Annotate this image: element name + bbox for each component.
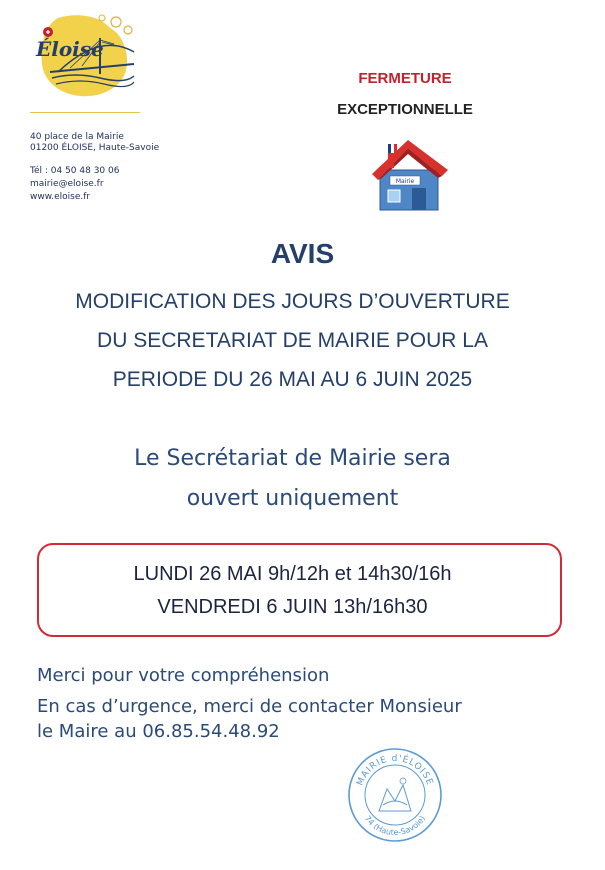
- hours-monday: LUNDI 26 MAI 9h/12h et 14h30/16h: [133, 563, 452, 585]
- seal-text-top: MAIRIE d'ÉLOISE: [355, 753, 435, 788]
- logo-word: Éloise: [36, 37, 104, 61]
- address-line-1: 40 place de la Mairie: [30, 132, 124, 142]
- logo-divider: [30, 112, 140, 113]
- svg-text:74 (Haute-Savoie): [363, 814, 427, 837]
- subtitle-line-2: DU SECRETARIAT DE MAIRIE POUR LA: [97, 329, 488, 352]
- hours-friday: VENDREDI 6 JUIN 13h/16h30: [157, 596, 428, 618]
- phone: Tél : 04 50 48 30 06: [30, 166, 120, 176]
- address-line-2: 01200 ÉLOISE, Haute-Savoie: [30, 143, 160, 153]
- closure-label-2: EXCEPTIONNELLE: [337, 101, 473, 118]
- website: www.eloise.fr: [30, 192, 91, 202]
- lead-line-1: Le Secrétariat de Mairie sera: [134, 446, 451, 471]
- town-seal: [345, 745, 445, 845]
- opening-hours-box: [37, 543, 562, 637]
- house-sign: Mairie: [395, 178, 415, 185]
- seal-text-bottom: 74 (Haute-Savoie): [362, 814, 428, 838]
- house-icon: [368, 134, 452, 214]
- subtitle-line-3: PERIODE DU 26 MAI AU 6 JUIN 2025: [112, 368, 473, 391]
- emergency-line-2: le Maire au 06.85.54.48.92: [37, 721, 280, 742]
- emergency-line-1: En cas d’urgence, merci de contacter Monsieur: [37, 696, 462, 717]
- notice-title: AVIS: [270, 238, 335, 269]
- email: mairie@eloise.fr: [30, 179, 104, 189]
- subtitle-line-1: MODIFICATION DES JOURS D’OUVERTURE: [75, 290, 510, 313]
- lead-line-2: ouvert uniquement: [186, 486, 399, 511]
- closure-label-1: FERMETURE: [358, 70, 452, 87]
- thanks-text: Merci pour votre compréhension: [37, 665, 330, 686]
- eloise-logo: [30, 12, 140, 102]
